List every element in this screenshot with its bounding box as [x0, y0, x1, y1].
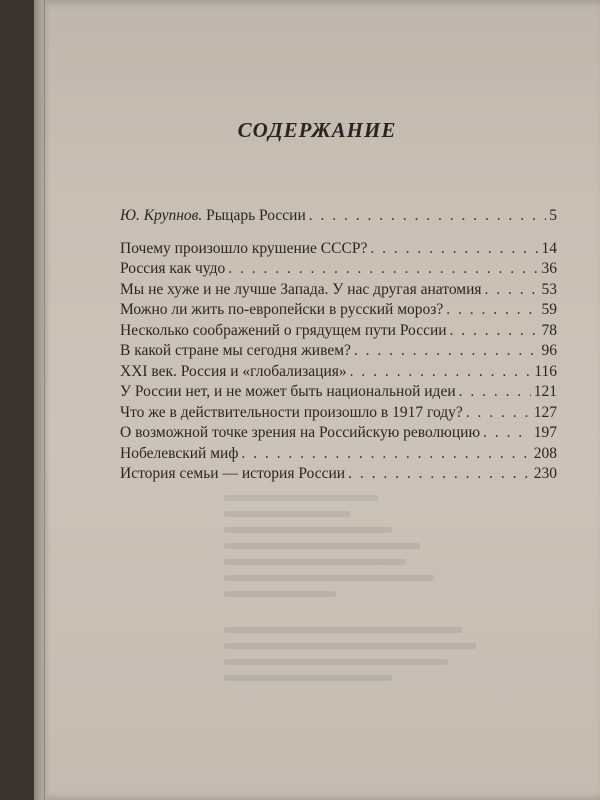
toc-title: У России нет, и не может быть национальной идеи: [120, 383, 456, 400]
toc-entry: [120, 341, 557, 362]
toc-author: Ю. Крупнов.: [120, 207, 203, 224]
book-page: [34, 0, 600, 800]
toc-entry-intro: [120, 206, 557, 227]
toc-title: История семьи — история России: [120, 465, 346, 482]
dot-leader: [350, 362, 532, 383]
page-number: 78: [541, 321, 557, 339]
toc-entry: [120, 259, 557, 280]
page-number: 53: [541, 280, 557, 298]
toc-entry: [120, 362, 557, 383]
toc-title: Почему произошло крушение СССР?: [120, 239, 368, 257]
toc-title: В какой стране мы сегодня живем?: [120, 342, 351, 359]
page-number: 116: [534, 362, 557, 380]
table-of-contents: [120, 206, 557, 485]
toc-entry: [120, 321, 557, 342]
toc-title: Несколько соображений о грядущем пути России: [120, 321, 447, 339]
dot-leader: [450, 321, 539, 342]
dot-leader: [370, 239, 538, 260]
toc-entry: [120, 382, 557, 403]
page-number: 96: [541, 342, 557, 359]
toc-title: Можно ли жить по-европейски в русский мороз?: [120, 301, 444, 318]
toc-title: Что же в действительности произошло в 1917 году?: [120, 403, 463, 421]
toc-entry: [120, 280, 557, 301]
page-title: СОДЕРЖАНИЕ: [237, 118, 397, 142]
toc-title: Россия как чудо: [120, 260, 226, 277]
dot-leader: [446, 300, 538, 321]
toc-title: Мы не хуже и не лучше Запада. У нас другая анатомия: [120, 280, 482, 298]
toc-title: XXI век. Россия и «глобализация»: [120, 362, 347, 380]
dot-leader: [354, 341, 539, 362]
page-number: 208: [533, 444, 557, 462]
toc-entry: [120, 423, 557, 444]
page-number: 230: [533, 465, 557, 482]
page-number: 121: [533, 383, 557, 400]
page-number: 36: [541, 260, 557, 277]
page-number: 59: [541, 301, 557, 318]
dot-leader: [485, 280, 539, 301]
dot-leader: [348, 464, 531, 485]
toc-entry: [120, 300, 557, 321]
toc-entry: [120, 444, 557, 465]
page-number: 197: [533, 424, 557, 441]
page-number: 14: [541, 239, 557, 257]
toc-entry-label: [120, 206, 306, 227]
toc-title: Нобелевский миф: [120, 444, 239, 462]
toc-entry: [120, 239, 557, 260]
page-number: 127: [533, 403, 557, 421]
dot-leader: [228, 259, 538, 280]
dot-leader: [309, 206, 546, 227]
dot-leader: [466, 403, 531, 424]
dot-leader: [459, 382, 531, 403]
page-number: 5: [549, 207, 557, 224]
toc-entry: [120, 403, 557, 424]
toc-entry: [120, 464, 557, 485]
toc-title: О возможной точке зрения на Российскую революцию: [120, 424, 481, 441]
dot-leader: [241, 444, 530, 465]
dot-leader: [483, 423, 531, 444]
toc-title: Рыцарь России: [202, 207, 306, 224]
show-through-text: [224, 495, 504, 755]
